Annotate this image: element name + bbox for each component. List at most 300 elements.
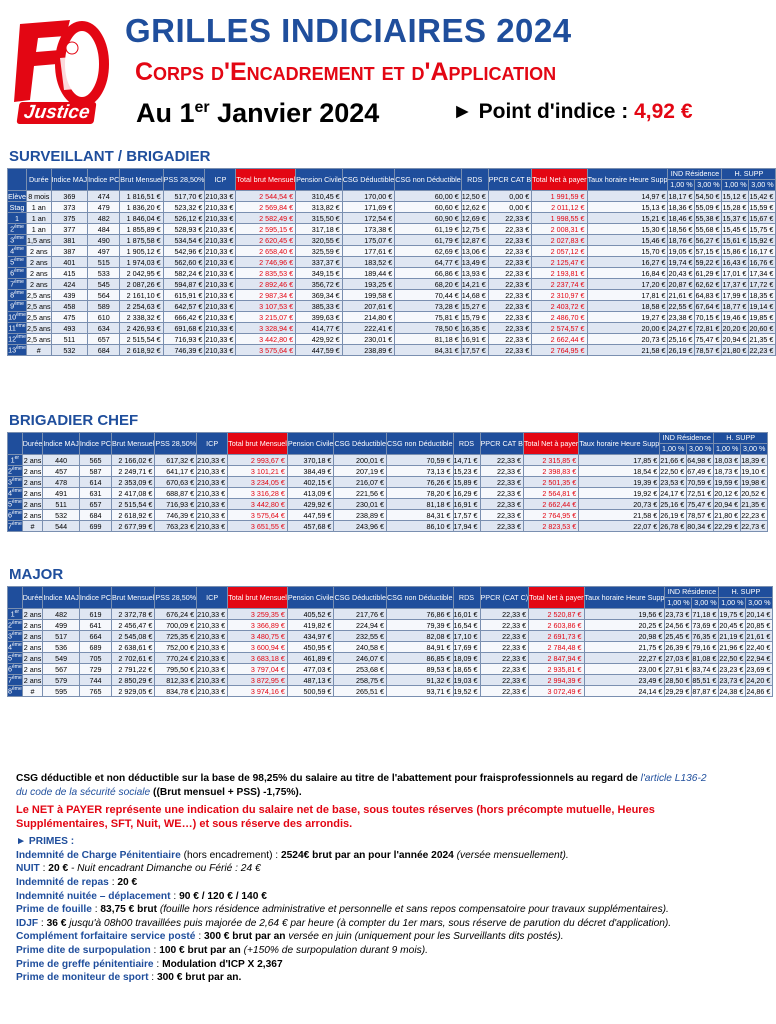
table-cell: 70,15 € xyxy=(695,312,722,323)
table-cell: 20,94 € xyxy=(714,499,741,510)
table-cell: 2 161,10 € xyxy=(120,290,163,301)
table-cell: 21,96 € xyxy=(719,642,746,653)
column-header: CSG non Déductible xyxy=(386,587,453,609)
row-echelon: 5ème xyxy=(8,257,27,268)
table-cell: 517,70 € xyxy=(163,191,205,202)
table-cell: 210,33 € xyxy=(197,642,228,653)
table-cell: 429,92 € xyxy=(287,499,334,510)
table-cell: 230,01 € xyxy=(334,499,387,510)
table-cell: 12,87 € xyxy=(461,235,488,246)
table-cell: 17,20 € xyxy=(587,279,668,290)
table-cell: 76,35 € xyxy=(692,631,719,642)
table-cell: 20,43 € xyxy=(668,268,695,279)
table-cell: 20,20 € xyxy=(722,323,749,334)
table-cell: 80,34 € xyxy=(687,521,714,532)
table-cell: 238,89 € xyxy=(342,345,395,356)
table-cell: 170,00 € xyxy=(342,191,395,202)
table-cell: 79,39 € xyxy=(386,620,453,631)
table-cell: 670,63 € xyxy=(155,477,197,488)
table-cell: 258,75 € xyxy=(334,675,387,686)
table-cell: 81,08 € xyxy=(692,653,719,664)
table-cell: 23,73 € xyxy=(719,675,746,686)
table-cell: 55,09 € xyxy=(695,202,722,213)
table-cell: 440 xyxy=(43,455,80,466)
header xyxy=(0,0,724,140)
table-cell: 15,13 € xyxy=(587,202,668,213)
table-cell: 243,96 € xyxy=(334,521,387,532)
table-cell: 2 372,78 € xyxy=(112,609,155,620)
row-echelon: 2ème xyxy=(8,466,22,476)
prime-item: Prime dite de surpopulation : 100 € brut par an (+150% de surpopulation durant 9 mois). xyxy=(16,944,428,956)
table-cell: 642,57 € xyxy=(163,301,205,312)
column-header: Pension Civile xyxy=(287,587,334,609)
table-cell: 2 620,45 € xyxy=(236,235,296,246)
table-cell: 207,61 € xyxy=(342,301,395,312)
table-row xyxy=(8,488,768,499)
row-echelon: 10ème xyxy=(8,312,26,322)
table-cell: 487,13 € xyxy=(287,675,334,686)
table-cell: 356,72 € xyxy=(296,279,343,290)
table-cell: 19,46 € xyxy=(722,312,749,323)
row-echelon: 13ème xyxy=(8,345,26,355)
column-header: Brut Mensuel xyxy=(112,433,155,455)
table-cell: 375 xyxy=(51,213,88,224)
section-title-major: MAJOR xyxy=(9,566,64,583)
table-cell: 2 ans xyxy=(26,279,51,290)
table-row xyxy=(8,334,776,345)
table-cell: 705 xyxy=(79,653,111,664)
table-cell: 57,15 € xyxy=(695,246,722,257)
column-header: Total brut Mensuel xyxy=(236,169,296,191)
table-cell: 83,74 € xyxy=(692,664,719,675)
table-cell: 22,94 € xyxy=(746,653,773,664)
table-cell: 19,39 € xyxy=(579,477,660,488)
table-cell: 385,33 € xyxy=(296,301,343,312)
table-cell: 484 xyxy=(88,224,120,235)
table-cell: 22,33 € xyxy=(480,642,529,653)
table-cell: 3 101,21 € xyxy=(228,466,288,477)
table-cell: 22,33 € xyxy=(488,235,531,246)
table-cell: 238,89 € xyxy=(334,510,387,521)
table-cell: 16,91 € xyxy=(453,499,480,510)
table-cell: 19,52 € xyxy=(453,686,480,697)
table-cell: 14,71 € xyxy=(453,455,480,466)
column-header: RDS xyxy=(461,169,488,191)
table-cell: 210,33 € xyxy=(205,202,236,213)
table-cell: 20,45 € xyxy=(719,620,746,631)
table-cell: 2 ans xyxy=(26,268,51,279)
table-cell: 22,33 € xyxy=(480,477,523,488)
table-cell: 210,33 € xyxy=(205,246,236,257)
table-cell: 634 xyxy=(88,323,120,334)
table-cell: 2 929,05 € xyxy=(112,686,155,697)
table-cell: 688,87 € xyxy=(155,488,197,499)
table-cell: 18,35 € xyxy=(749,290,776,301)
table-cell: 474 xyxy=(88,191,120,202)
table-cell: 81,18 € xyxy=(386,499,453,510)
table-cell: 18,54 € xyxy=(579,466,660,477)
table-cell: 19,27 € xyxy=(587,312,668,323)
table-cell: 26,39 € xyxy=(665,642,692,653)
table-cell: 664 xyxy=(79,631,111,642)
table-cell: 528,93 € xyxy=(163,224,205,235)
prime-item: Complément forfaitaire service posté : 300 € brut par an versée en juin (uniquement pour les Surveillants dits postés). xyxy=(16,931,564,943)
table-cell: 210,33 € xyxy=(205,323,236,334)
table-cell: 2 ans xyxy=(23,466,42,476)
table-cell: 16,54 € xyxy=(453,620,480,631)
table-cell: 657 xyxy=(79,499,111,510)
table-cell: 214,80 € xyxy=(342,312,395,323)
table-cell: 419,82 € xyxy=(287,620,334,631)
table-cell: 210,33 € xyxy=(197,609,228,620)
table-cell: 2 987,34 € xyxy=(236,290,296,301)
table-cell: 67,64 € xyxy=(695,301,722,312)
table-row xyxy=(8,477,768,488)
table-cell: 545 xyxy=(88,279,120,290)
table-cell: 22,55 € xyxy=(668,301,695,312)
table-cell: 89,53 € xyxy=(386,664,453,675)
table-cell: 482 xyxy=(88,213,120,224)
table-cell: 2 ans xyxy=(26,257,51,268)
table-cell: 13,49 € xyxy=(461,257,488,268)
point-indice xyxy=(452,100,693,124)
table-cell: 13,06 € xyxy=(461,246,488,257)
table-cell: 457,68 € xyxy=(287,521,334,532)
table-cell: 177,61 € xyxy=(342,246,395,257)
row-echelon: 8ème xyxy=(8,686,22,696)
table-cell: 61,79 € xyxy=(395,235,462,246)
table-cell: 27,03 € xyxy=(665,653,692,664)
table-cell: 1 974,03 € xyxy=(120,257,163,268)
table-cell: 2 237,74 € xyxy=(532,279,587,290)
column-header: Total Net à payer xyxy=(523,433,578,455)
table-cell: 19,14 € xyxy=(749,301,776,312)
table-cell: 18,03 € xyxy=(714,455,741,466)
table-cell: 173,38 € xyxy=(342,224,395,235)
table-cell: 22,23 € xyxy=(741,510,768,521)
table-cell: 189,44 € xyxy=(342,268,395,279)
table-cell: 22,33 € xyxy=(480,499,523,510)
table-cell: 22,33 € xyxy=(488,345,531,356)
column-header: Durée xyxy=(22,433,43,455)
table-cell: 21,58 € xyxy=(579,510,660,521)
sub-column-header: 1,00 % xyxy=(722,180,749,191)
table-cell: 2 544,54 € xyxy=(236,191,296,202)
table-cell: 29,29 € xyxy=(665,686,692,697)
table-cell: 24,17 € xyxy=(660,488,687,499)
table-cell: 631 xyxy=(79,488,111,499)
table-cell: 210,33 € xyxy=(205,312,236,323)
row-echelon: 6ème xyxy=(8,268,27,279)
table-cell: 82,08 € xyxy=(386,631,453,642)
table-cell: 14,97 € xyxy=(587,191,668,202)
table-cell: 399,63 € xyxy=(296,312,343,323)
table-cell: 770,24 € xyxy=(155,653,197,664)
table-cell: 55,68 € xyxy=(695,224,722,235)
table-cell: 617,32 € xyxy=(155,455,197,466)
row-echelon: 1er xyxy=(8,609,23,620)
table-cell: 17,57 € xyxy=(453,510,480,521)
table-cell: 72,81 € xyxy=(695,323,722,334)
date-sup: er xyxy=(194,99,210,116)
table-cell: 3 442,80 € xyxy=(228,499,288,510)
column-header: CSG Déductible xyxy=(334,433,387,455)
table-cell: 450,95 € xyxy=(287,642,334,653)
table-cell: 199,58 € xyxy=(342,290,395,301)
table-cell: 2 ans xyxy=(23,477,42,487)
column-header: IND Résidence xyxy=(668,169,722,180)
table-cell: 15,75 € xyxy=(749,224,776,235)
table-cell: 2 515,54 € xyxy=(120,334,163,345)
table-cell: 405,52 € xyxy=(287,609,334,620)
table-cell: 18,77 € xyxy=(722,301,749,312)
table-cell: 15,79 € xyxy=(461,312,488,323)
table-cell: 23,53 € xyxy=(660,477,687,488)
table-cell: 22,33 € xyxy=(480,686,529,697)
table-cell: 2 353,09 € xyxy=(112,477,155,488)
table-cell: 320,55 € xyxy=(296,235,343,246)
table-cell: 447,59 € xyxy=(296,345,343,356)
table-cell: 2 835,53 € xyxy=(236,268,296,279)
column-header: Durée xyxy=(22,587,43,609)
table-cell: 60,00 € xyxy=(395,191,462,202)
table-cell: 2 ans xyxy=(23,675,42,685)
table-cell: 13,93 € xyxy=(461,268,488,279)
table-cell: 2 545,08 € xyxy=(112,631,155,642)
table-cell: 18,56 € xyxy=(668,224,695,235)
table-cell: 579 xyxy=(43,675,80,686)
note-csg: CSG déductible et non déductible sur la base de 98,25% du salaire au titre de l'abattement pour fraisprofessionnels au regard de l'article L136-2 du code de la sécurité sociale ((Brut mensuel + PSS) -1,75%). xyxy=(16,773,707,798)
table-cell: 2 638,61 € xyxy=(112,642,155,653)
table-cell: 18,09 € xyxy=(453,653,480,664)
table-brigadier-chef xyxy=(7,432,768,532)
table-cell: 171,69 € xyxy=(342,202,395,213)
table-cell: 2 784,48 € xyxy=(529,642,584,653)
table-cell: 16,35 € xyxy=(461,323,488,334)
column-header: ICP xyxy=(197,433,228,455)
table-cell: 17,81 € xyxy=(587,290,668,301)
table-cell: 22,29 € xyxy=(714,521,741,532)
table-cell: 2 993,67 € xyxy=(228,455,288,466)
table-cell: 2 254,63 € xyxy=(120,301,163,312)
table-cell: 614 xyxy=(79,477,111,488)
table-row xyxy=(8,675,773,686)
table-cell: 3 797,04 € xyxy=(228,664,288,675)
primes-list xyxy=(16,849,716,985)
table-cell: 1 905,12 € xyxy=(120,246,163,257)
prime-item: Indemnité nuitée – déplacement : 90 € / 120 € / 140 € xyxy=(16,890,267,902)
table-cell: 457 xyxy=(43,466,80,477)
table-cell: 478 xyxy=(43,477,80,488)
table-cell: 490 xyxy=(88,235,120,246)
table-cell: 66,86 € xyxy=(395,268,462,279)
table-cell: 689 xyxy=(79,642,111,653)
row-echelon: 1er xyxy=(8,455,23,466)
table-row xyxy=(8,246,776,257)
table-cell: 461,89 € xyxy=(287,653,334,664)
table-cell: 641 xyxy=(79,620,111,631)
table-cell: 17,72 € xyxy=(749,279,776,290)
column-header: PPCR CAT B xyxy=(480,433,523,455)
table-cell: 22,33 € xyxy=(488,246,531,257)
notes xyxy=(16,772,716,985)
table-cell: 447,59 € xyxy=(287,510,334,521)
table-cell: 2 ans xyxy=(23,609,42,619)
table-cell: 458 xyxy=(51,301,88,312)
table-cell: 413,09 € xyxy=(287,488,334,499)
table-cell: 542,96 € xyxy=(163,246,205,257)
sub-column-header: 1,00 % xyxy=(714,444,741,455)
column-header: IND Résidence xyxy=(665,587,719,598)
table-cell: 68,20 € xyxy=(395,279,462,290)
table-cell: 594,87 € xyxy=(163,279,205,290)
table-cell: 75,47 € xyxy=(687,499,714,510)
table-cell: 26,19 € xyxy=(668,345,695,356)
table-cell: 54,50 € xyxy=(695,191,722,202)
table-cell: 22,33 € xyxy=(488,279,531,290)
table-cell: 511 xyxy=(51,334,88,345)
table-cell: 75,47 € xyxy=(695,334,722,345)
sub-column-header: 3,00 % xyxy=(746,598,773,609)
table-cell: 15,23 € xyxy=(453,466,480,477)
table-cell: 477,03 € xyxy=(287,664,334,675)
table-cell: 567 xyxy=(43,664,80,675)
table-cell: 210,33 € xyxy=(197,510,228,521)
table-cell: 17,57 € xyxy=(461,345,488,356)
table-cell: 15,67 € xyxy=(749,213,776,224)
table-cell: 75,81 € xyxy=(395,312,462,323)
fo-logo-icon xyxy=(12,18,107,108)
table-cell: 23,49 € xyxy=(584,675,665,686)
sub-column-header: 1,00 % xyxy=(668,180,695,191)
table-cell: 15,27 € xyxy=(461,301,488,312)
table-cell: 22,33 € xyxy=(488,334,531,345)
table-cell: 84,31 € xyxy=(395,345,462,356)
table-cell: 230,01 € xyxy=(342,334,395,345)
table-cell: 2 ans xyxy=(23,642,42,652)
column-header: Indice MAJ xyxy=(43,587,80,609)
table-cell: 24,27 € xyxy=(668,323,695,334)
table-cell: 2 515,54 € xyxy=(112,499,155,510)
table-cell: 2 618,92 € xyxy=(112,510,155,521)
table-cell: 479 xyxy=(88,202,120,213)
table-cell: 3 600,94 € xyxy=(228,642,288,653)
table-cell: 17,34 € xyxy=(749,268,776,279)
section-title-brigadier-chef: BRIGADIER CHEF xyxy=(9,412,139,429)
table-cell: 15,59 € xyxy=(749,202,776,213)
table-cell: 19,74 € xyxy=(668,257,695,268)
table-cell: 22,33 € xyxy=(488,268,531,279)
table-cell: 15,28 € xyxy=(722,202,749,213)
table-cell: 200,01 € xyxy=(334,455,387,466)
table-cell: 55,38 € xyxy=(695,213,722,224)
table-cell: 20,14 € xyxy=(746,609,773,620)
table-cell: 3 872,95 € xyxy=(228,675,288,686)
table-cell: 15,89 € xyxy=(453,477,480,488)
table-cell: 22,33 € xyxy=(480,466,523,477)
table-cell: 3 107,53 € xyxy=(236,301,296,312)
table-cell: 3 575,64 € xyxy=(236,345,296,356)
table-cell: 24,86 € xyxy=(746,686,773,697)
table-cell: 183,52 € xyxy=(342,257,395,268)
table-cell: 3 234,05 € xyxy=(228,477,288,488)
table-cell: 210,33 € xyxy=(197,488,228,499)
table-cell: 2 501,35 € xyxy=(523,477,578,488)
table-cell: 684 xyxy=(79,510,111,521)
table-cell: 70,59 € xyxy=(687,477,714,488)
table-cell: 85,51 € xyxy=(692,675,719,686)
table-row xyxy=(8,202,776,213)
table-cell: 72,51 € xyxy=(687,488,714,499)
table-cell: 22,33 € xyxy=(480,609,529,620)
column-header: CSG non Déductible xyxy=(395,169,462,191)
table-cell: 17,94 € xyxy=(453,521,480,532)
table-cell: 210,33 € xyxy=(197,653,228,664)
table-cell: 2 426,93 € xyxy=(120,323,163,334)
table-cell: 210,33 € xyxy=(197,455,228,466)
prime-item: NUIT : 20 € - Nuit encadrant Dimanche ou Férié : 24 € xyxy=(16,863,261,875)
table-cell: 16,43 € xyxy=(722,257,749,268)
date-heading xyxy=(136,98,379,129)
table-cell: 415 xyxy=(51,268,88,279)
prime-item: Indemnité de Charge Pénitentiaire (hors encadrement) : 2524€ brut par an pour l'année 2024 (versée mensuellement). xyxy=(16,849,569,861)
table-cell: 1 998,55 € xyxy=(532,213,587,224)
table-cell: 20,52 € xyxy=(741,488,768,499)
table-row xyxy=(8,323,776,334)
column-header: CSG non Déductible xyxy=(386,433,453,455)
table-cell: 210,33 € xyxy=(197,521,228,532)
table-cell: 222,41 € xyxy=(342,323,395,334)
table-cell: 475 xyxy=(51,312,88,323)
table-cell: 22,27 € xyxy=(584,653,665,664)
table-cell: 210,33 € xyxy=(197,686,228,697)
table-cell: 2 658,40 € xyxy=(236,246,296,257)
table-cell: 1 816,51 € xyxy=(120,191,163,202)
row-echelon: 12ème xyxy=(8,334,26,344)
table-cell: 22,33 € xyxy=(488,257,531,268)
table-cell: 2 764,95 € xyxy=(523,510,578,521)
table-cell: 2 125,47 € xyxy=(532,257,587,268)
table-cell: 18,36 € xyxy=(668,202,695,213)
sub-column-header: 3,00 % xyxy=(687,444,714,455)
table-cell: 14,68 € xyxy=(461,290,488,301)
table-cell: 16,27 € xyxy=(587,257,668,268)
table-cell: 20,73 € xyxy=(587,334,668,345)
table-cell: 1 an xyxy=(26,224,51,235)
table-cell: 2 574,57 € xyxy=(532,323,587,334)
table-row xyxy=(8,521,768,532)
table-cell: 610 xyxy=(88,312,120,323)
table-cell: 2 ans xyxy=(23,620,42,630)
column-header: PSS 28,50% xyxy=(155,587,197,609)
table-cell: 172,54 € xyxy=(342,213,395,224)
table-row xyxy=(8,268,776,279)
table-cell: 615,91 € xyxy=(163,290,205,301)
table-row xyxy=(8,290,776,301)
table-cell: 17,01 € xyxy=(722,268,749,279)
row-echelon: 3ème xyxy=(8,235,27,246)
table-cell: 21,58 € xyxy=(587,345,668,356)
table-row xyxy=(8,686,773,697)
table-row xyxy=(8,642,773,653)
table-cell: 210,33 € xyxy=(205,191,236,202)
table-cell: 12,69 € xyxy=(461,213,488,224)
prime-item: IDJF : 36 € jusqu'à 08h00 travaillées puis majorée de 2,64 € par heure (à compter du 1er mars, sous réserve de parution du décret d'application). xyxy=(16,917,672,929)
table-cell: 402,15 € xyxy=(287,477,334,488)
date-prefix: Au 1 xyxy=(136,98,195,128)
column-header: Taux horaire Heure Supp xyxy=(587,169,668,191)
table-cell: 21,61 € xyxy=(668,290,695,301)
